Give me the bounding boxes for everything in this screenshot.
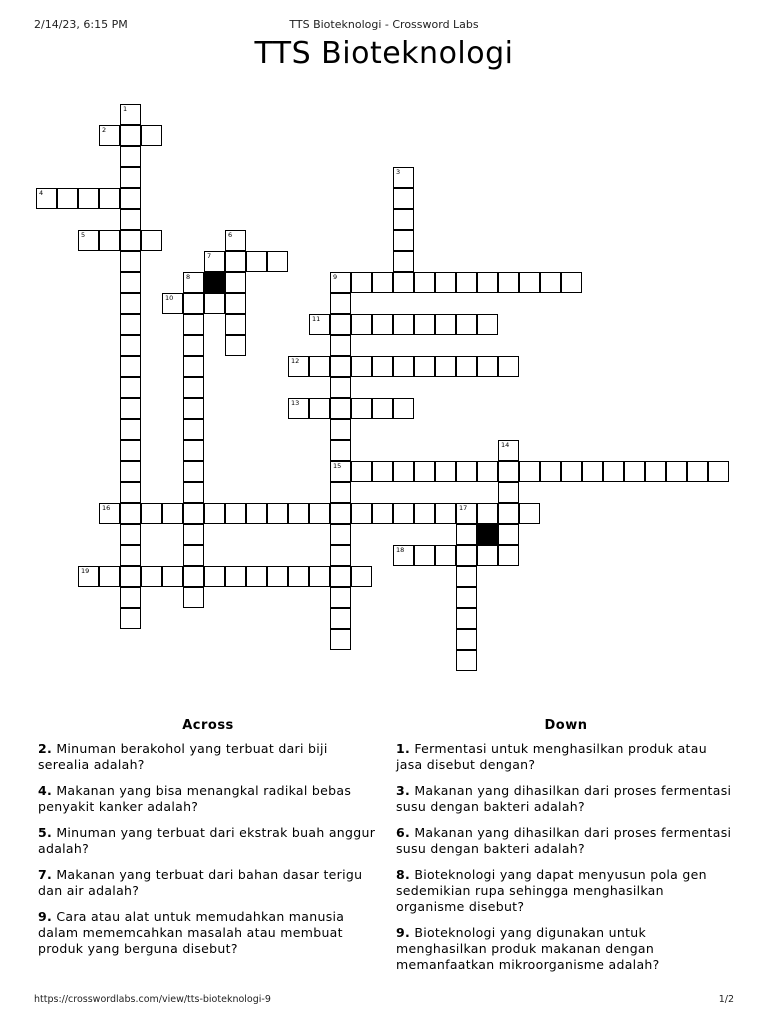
grid-cell[interactable] [435,272,456,293]
grid-cell[interactable] [120,608,141,629]
grid-cell[interactable] [393,230,414,251]
grid-cell[interactable] [519,272,540,293]
grid-cell[interactable] [414,314,435,335]
grid-cell[interactable] [99,125,120,146]
clue-number-label: 17 [459,504,468,512]
grid-cell[interactable] [456,461,477,482]
clue-text: Minuman yang terbuat dari ekstrak buah anggur adalah? [38,825,376,856]
grid-cell[interactable] [162,503,183,524]
grid-cell[interactable] [162,293,183,314]
grid-cell[interactable] [246,251,267,272]
grid-cell[interactable] [183,524,204,545]
header-date: 2/14/23, 6:15 PM [34,18,128,31]
grid-cell[interactable] [267,251,288,272]
grid-cell[interactable] [456,650,477,671]
grid-cell[interactable] [120,104,141,125]
grid-cell[interactable] [120,461,141,482]
clue-number: 9. [396,925,411,940]
grid-cell[interactable] [519,503,540,524]
footer-url: https://crosswordlabs.com/view/tts-bioteknologi-9 [34,994,271,1005]
grid-cell[interactable] [99,188,120,209]
grid-cell[interactable] [498,356,519,377]
grid-cell[interactable] [120,251,141,272]
grid-cell[interactable] [330,398,351,419]
grid-cell[interactable] [393,398,414,419]
grid-cell[interactable] [330,587,351,608]
grid-cell[interactable] [393,209,414,230]
grid-cell[interactable] [183,503,204,524]
grid-cell[interactable] [120,125,141,146]
grid-cell[interactable] [183,440,204,461]
across-heading: Across [182,718,234,733]
grid-cell[interactable] [183,398,204,419]
clue-text: Cara atau alat untuk memudahkan manusia dalam mememcahkan masalah atau membuat produk yang berguna disebut? [38,909,345,956]
grid-cell[interactable] [330,293,351,314]
grid-cell[interactable] [246,503,267,524]
grid-cell[interactable] [540,461,561,482]
grid-cell[interactable] [183,377,204,398]
grid-cell[interactable] [225,503,246,524]
grid-cell[interactable] [120,293,141,314]
grid-cell[interactable] [183,335,204,356]
grid-cell[interactable] [183,272,204,293]
grid-cell[interactable] [351,356,372,377]
grid-cell[interactable] [330,314,351,335]
grid-cell[interactable] [120,398,141,419]
clue-text: Minuman berakohol yang terbuat dari biji serealia adalah? [38,741,328,772]
clue-text: Bioteknologi yang digunakan untuk menghasilkan produk makanan dengan memanfaatkan mikroorganisme adalah? [396,925,660,972]
clue-number-label: 13 [291,399,300,407]
page-title: TTS Bioteknologi [254,36,514,71]
clue-number: 5. [38,825,53,840]
down-clue [396,741,736,773]
grid-cell[interactable] [120,209,141,230]
clue-number-label: 10 [165,294,174,302]
grid-cell[interactable] [225,335,246,356]
grid-cell[interactable] [330,503,351,524]
grid-cell[interactable] [120,230,141,251]
clue-number-label: 14 [501,441,510,449]
grid-cell[interactable] [435,356,456,377]
clue-number-label: 7 [207,252,212,260]
clue-number-label: 18 [396,546,405,554]
across-clue [38,909,378,957]
clue-text: Makanan yang terbuat dari bahan dasar terigu dan air adalah? [38,867,363,898]
grid-cell[interactable] [435,461,456,482]
grid-cell[interactable] [498,524,519,545]
grid-cell[interactable] [498,440,519,461]
grid-cell[interactable] [120,335,141,356]
grid-cell[interactable] [414,272,435,293]
grid-cell[interactable] [78,566,99,587]
grid-cell[interactable] [372,398,393,419]
clue-number: 8. [396,867,411,882]
clue-number-label: 12 [291,357,300,365]
grid-cell[interactable] [288,398,309,419]
grid-cell[interactable] [78,230,99,251]
grid-cell[interactable] [288,566,309,587]
clue-number-label: 9 [333,273,338,281]
grid-cell[interactable] [204,566,225,587]
grid-cell[interactable] [351,314,372,335]
grid-cell[interactable] [78,188,99,209]
grid-cell[interactable] [330,356,351,377]
grid-cell[interactable] [645,461,666,482]
clue-number: 6. [396,825,411,840]
grid-cell[interactable] [351,398,372,419]
grid-cell[interactable] [330,545,351,566]
grid-cell[interactable] [183,587,204,608]
grid-cell[interactable] [351,272,372,293]
footer-page-number: 1/2 [718,994,734,1005]
clue-text: Makanan yang dihasilkan dari proses fermentasi susu dengan bakteri adalah? [396,825,732,856]
clue-text: Bioteknologi yang dapat menyusun pola gen sedemikian rupa sehingga menghasilkan organisme disebut? [396,867,707,914]
grid-cell[interactable] [120,524,141,545]
grid-cell[interactable] [57,188,78,209]
grid-cell[interactable] [414,356,435,377]
grid-cell[interactable] [393,251,414,272]
down-clue [396,867,736,915]
down-clue [396,783,736,815]
grid-cell[interactable] [477,314,498,335]
grid-cell[interactable] [582,461,603,482]
grid-cell[interactable] [330,482,351,503]
grid-cell[interactable] [183,314,204,335]
grid-cell[interactable] [393,314,414,335]
grid-cell[interactable] [99,566,120,587]
grid-cell[interactable] [456,503,477,524]
clue-text: Fermentasi untuk menghasilkan produk atau jasa disebut dengan? [396,741,707,772]
grid-cell[interactable] [666,461,687,482]
grid-cell[interactable] [519,461,540,482]
grid-cell[interactable] [393,461,414,482]
grid-cell[interactable] [372,503,393,524]
grid-cell[interactable] [141,230,162,251]
down-clue [396,925,736,973]
grid-cell[interactable] [330,419,351,440]
grid-cell[interactable] [267,566,288,587]
grid-cell[interactable] [498,545,519,566]
grid-cell[interactable] [225,230,246,251]
grid-cell[interactable] [708,461,729,482]
grid-cell[interactable] [456,629,477,650]
grid-cell[interactable] [120,545,141,566]
clue-number: 9. [38,909,53,924]
down-heading: Down [544,718,588,733]
grid-cell[interactable] [246,566,267,587]
down-clue [396,825,736,857]
grid-cell[interactable] [477,461,498,482]
clue-number-label: 15 [333,462,342,470]
grid-cell[interactable] [393,188,414,209]
grid-cell[interactable] [624,461,645,482]
grid-cell[interactable] [603,461,624,482]
grid-cell[interactable] [120,419,141,440]
grid-cell[interactable] [330,440,351,461]
clue-number-label: 8 [186,273,191,281]
grid-cell[interactable] [330,461,351,482]
grid-cell[interactable] [330,377,351,398]
grid-cell[interactable] [372,314,393,335]
grid-cell[interactable] [372,356,393,377]
grid-cell[interactable] [435,503,456,524]
grid-cell[interactable] [330,629,351,650]
grid-cell[interactable] [183,356,204,377]
grid-cell[interactable] [204,251,225,272]
grid-cell[interactable] [414,503,435,524]
grid-cell[interactable] [309,566,330,587]
grid-cell[interactable] [477,545,498,566]
grid-cell[interactable] [456,566,477,587]
grid-cell[interactable] [225,314,246,335]
grid-cell[interactable] [330,524,351,545]
grid-cell[interactable] [141,125,162,146]
grid-cell[interactable] [120,440,141,461]
grid-cell[interactable] [456,587,477,608]
grid-cell[interactable] [204,293,225,314]
grid-cell[interactable] [393,167,414,188]
grid-cell[interactable] [288,503,309,524]
grid-cell[interactable] [456,545,477,566]
grid-cell[interactable] [120,272,141,293]
grid-cell[interactable] [204,503,225,524]
grid-cell[interactable] [498,482,519,503]
grid-cell[interactable] [183,482,204,503]
clue-number-label: 2 [102,126,107,134]
grid-cell[interactable] [120,503,141,524]
grid-cell[interactable] [225,272,246,293]
clue-text: Makanan yang dihasilkan dari proses fermentasi susu dengan bakteri adalah? [396,783,732,814]
clue-number-label: 3 [396,168,401,176]
grid-cell[interactable] [477,272,498,293]
grid-cell[interactable] [456,356,477,377]
clue-number-label: 1 [123,105,128,113]
grid-cell[interactable] [393,272,414,293]
header-title: TTS Bioteknologi - Crossword Labs [289,18,479,31]
grid-cell[interactable] [225,293,246,314]
grid-cell[interactable] [687,461,708,482]
across-clue [38,825,378,857]
grid-cell[interactable] [162,566,183,587]
grid-cell[interactable] [456,524,477,545]
clue-number: 7. [38,867,53,882]
grid-cell[interactable] [309,356,330,377]
grid-cell[interactable] [120,377,141,398]
clue-number-label: 4 [39,189,44,197]
grid-cell[interactable] [561,461,582,482]
grid-cell[interactable] [225,251,246,272]
grid-cell[interactable] [372,461,393,482]
grid-cell[interactable] [351,503,372,524]
grid-cell[interactable] [456,272,477,293]
clue-number-label: 16 [102,504,111,512]
grid-cell[interactable] [330,272,351,293]
grid-cell[interactable] [477,503,498,524]
grid-cell[interactable] [288,356,309,377]
grid-cell[interactable] [498,461,519,482]
grid-cell[interactable] [330,335,351,356]
grid-cell[interactable] [141,566,162,587]
clue-number-label: 11 [312,315,321,323]
clue-number-label: 6 [228,231,233,239]
grid-cell[interactable] [330,608,351,629]
grid-cell[interactable] [120,587,141,608]
grid-cell[interactable] [393,503,414,524]
grid-cell[interactable] [120,167,141,188]
grid-cell[interactable] [372,272,393,293]
black-cell [204,272,225,293]
grid-cell[interactable] [435,545,456,566]
grid-cell[interactable] [456,314,477,335]
clue-number-label: 5 [81,231,86,239]
grid-cell[interactable] [540,272,561,293]
grid-cell[interactable] [225,566,246,587]
grid-cell[interactable] [99,503,120,524]
grid-cell[interactable] [183,293,204,314]
across-clue [38,867,378,899]
grid-cell[interactable] [120,482,141,503]
clue-number-label: 19 [81,567,90,575]
grid-cell[interactable] [414,545,435,566]
grid-cell[interactable] [351,566,372,587]
grid-cell[interactable] [36,188,57,209]
grid-cell[interactable] [414,461,435,482]
grid-cell[interactable] [183,419,204,440]
clue-number: 1. [396,741,411,756]
down-clues [396,718,736,983]
grid-cell[interactable] [477,356,498,377]
black-cell [477,524,498,545]
grid-cell[interactable] [393,545,414,566]
clue-text: Makanan yang bisa menangkal radikal bebas penyakit kanker adalah? [38,783,352,814]
grid-cell[interactable] [351,461,372,482]
grid-cell[interactable] [183,566,204,587]
grid-cell[interactable] [267,503,288,524]
across-clue [38,783,378,815]
grid-cell[interactable] [120,146,141,167]
grid-cell[interactable] [498,272,519,293]
across-clues [38,718,378,967]
grid-cell[interactable] [120,188,141,209]
grid-cell[interactable] [120,566,141,587]
grid-cell[interactable] [330,566,351,587]
grid-cell[interactable] [120,314,141,335]
grid-cell[interactable] [393,356,414,377]
grid-cell[interactable] [309,503,330,524]
grid-cell[interactable] [309,398,330,419]
grid-cell[interactable] [141,503,162,524]
grid-cell[interactable] [561,272,582,293]
across-clue [38,741,378,773]
grid-cell[interactable] [120,356,141,377]
grid-cell[interactable] [498,503,519,524]
clue-number: 4. [38,783,53,798]
grid-cell[interactable] [309,314,330,335]
grid-cell[interactable] [183,461,204,482]
clue-number: 3. [396,783,411,798]
grid-cell[interactable] [99,230,120,251]
grid-cell[interactable] [456,608,477,629]
grid-cell[interactable] [183,545,204,566]
grid-cell[interactable] [435,314,456,335]
clue-number: 2. [38,741,53,756]
